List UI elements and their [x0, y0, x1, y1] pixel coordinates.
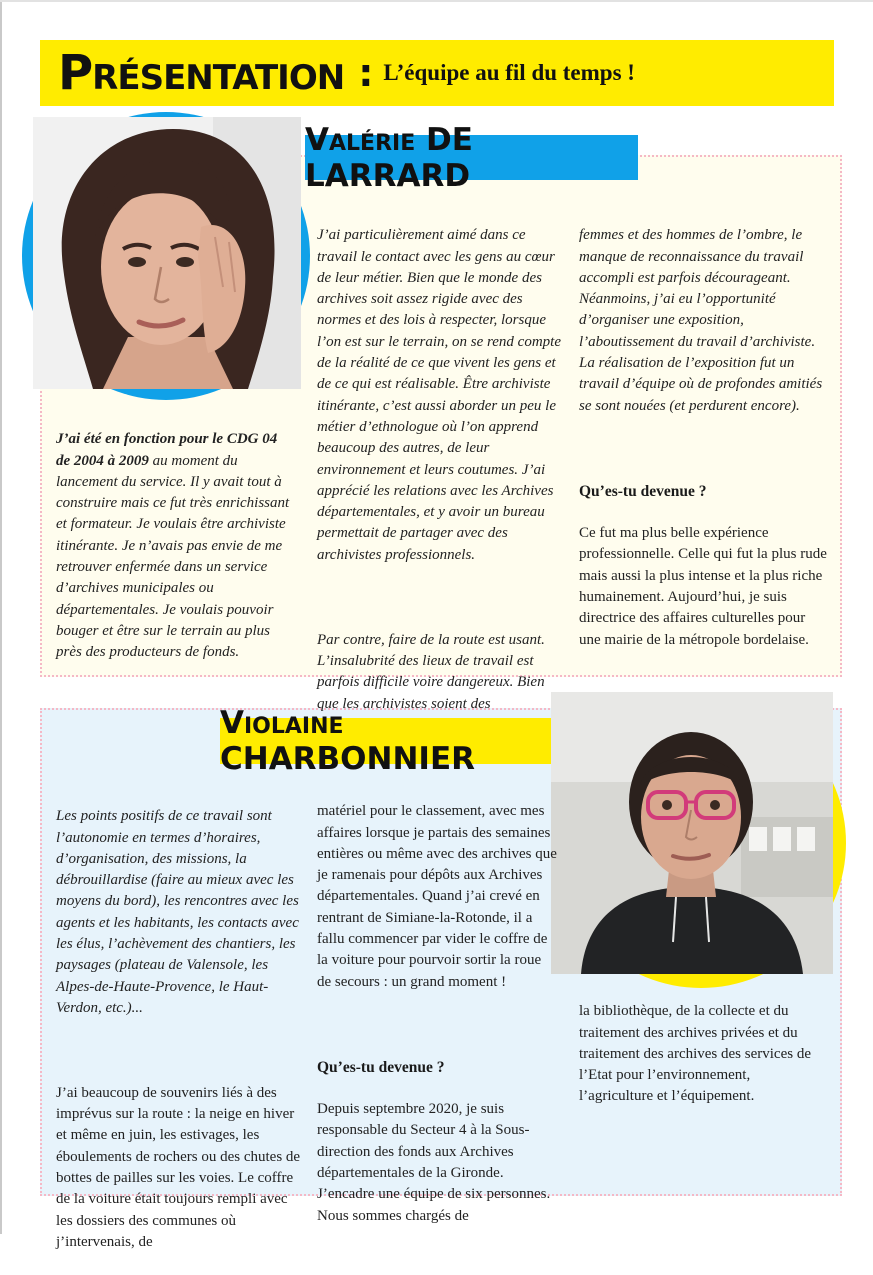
profile-1-paragraph-3: femmes et des hommes de l’ombre, le manque de reconnaissance du travail accompli est parfois décourageant. Néanmoins, j’ai eu l’opportunité d’organiser une exposition, l’aboutissement du travail d’archiviste. La réalisation de l’exposition fut un travail d’équipe où de profondes amitiés se sont nouées (et perdurent encore).	[579, 227, 823, 414]
profile-2-col-2	[317, 780, 557, 1248]
profile-1-intro-text: au moment du lancement du service. Il y avait tout à construire mais ce fut très enrichissant et formateur. Je voulais être archiviste itinérante. Je n’avais pas envie de me retrouver enfermée dans un service d’archives municipales ou départementales. Je voulais pouvoir bouger et être sur le terrain au plus près des producteurs de fonds.	[56, 452, 290, 661]
profile-2-paragraph-4: la bibliothèque, de la collecte et du traitement des archives privées et du traitement des archives des services de l’Etat pour l’environnement, l’agriculture et l’équipement.	[579, 1003, 811, 1105]
profile-1-col-2	[317, 204, 563, 736]
profile-2-paragraph-3: matériel pour le classement, avec mes affaires lorsque je partais des semaines entières ou même avec des archives que je ramenais pour dépôts aux Archives départementales. Quand j’ai crevé en rentrant de Simiane-la-Rotonde, il a fallu commencer par vider le coffre de la voiture pour pourvoir sortir la roue de secours : un grand moment !	[317, 803, 557, 990]
profile-2-name: Violaine CHARBONNIER	[220, 718, 592, 764]
profile-1-question: Qu’es-tu devenue ?	[579, 482, 707, 500]
profile-1-col-3	[579, 204, 827, 672]
page-edge-top	[0, 0, 873, 2]
profile-2-col-1	[56, 785, 302, 1275]
profile-2-question: Qu’es-tu devenue ?	[317, 1058, 445, 1076]
profile-2-answer: Depuis septembre 2020, je suis responsable du Secteur 4 à la Sous-direction des fonds aux Archives départementales de la Gironde. J’encadre une équipe de six personnes. Nous sommes chargés de	[317, 1101, 551, 1224]
header-banner	[40, 40, 834, 106]
page-title: Présentation	[58, 45, 345, 101]
page-subtitle: L’équipe au fil du temps !	[383, 60, 635, 85]
profile-1-paragraph-1: J’ai particulièrement aimé dans ce travail le contact avec les gens au cœur de leur métier. Bien que le monde des archives soit assez rigide avec des normes et des lois à respecter, lorsque l’on est sur le terrain, on se rend compte de la réalité de ce que vivent les gens et de ce qui est réalisable. Être archiviste itinérante, c’est aussi aborder un peu le métier d’ethnologue où l’on apprend beaucoup des autres, de leur environnement et leurs coutumes. J’ai apprécié les relations avec les Archives départementales, et y avoir un bureau permettait de partager avec des archivistes professionnels.	[317, 227, 561, 563]
profile-1-answer: Ce fut ma plus belle expérience professionnelle. Celle qui fut la plus rude mais aussi la plus intense et la plus riche humainement. Aujourd’hui, je suis directrice des affaires culturelles pour une mairie de la métropole bordelaise.	[579, 525, 827, 648]
page-edge	[0, 0, 2, 1234]
profile-2-col-3	[579, 980, 827, 1129]
profile-2-paragraph-1: Les points positifs de ce travail sont l’autonomie en termes d’horaires, d’organisation, des missions, la débrouillardise (faire au mieux avec les moyens du bord), les rencontres avec les agents et les habitants, les contacts avec les élus, l’achèvement des chantiers, les paysages (plateau de Valensole, les Alpes-de-Haute-Provence, le Haut-Verdon, etc.)...	[56, 808, 299, 1016]
profile-1-intro-bold: J’ai été en fonction pour le CDG 04 de 2004 à 2009	[56, 431, 278, 469]
profile-1-paragraph-2: Par contre, faire de la route est usant. L’insalubrité des lieux de travail est parfois difficile voire dangereux. Bien que les archivistes soient des	[317, 631, 545, 712]
title-colon: :	[358, 51, 374, 95]
profile-1-photo	[33, 117, 301, 389]
profile-1-name: Valérie DE LARRARD	[305, 135, 638, 180]
profile-1-col-1	[56, 408, 292, 664]
profile-2-photo	[551, 692, 833, 974]
profile-2-paragraph-2: J’ai beaucoup de souvenirs liés à des imprévus sur la route : la neige en hiver et même en juin, les estivages, les éboulements de rochers ou des chutes de bottes de pailles sur les voies. Le coffre de la voiture était toujours rempli avec les dossiers des communes où j’intervenais, de	[56, 1084, 301, 1250]
